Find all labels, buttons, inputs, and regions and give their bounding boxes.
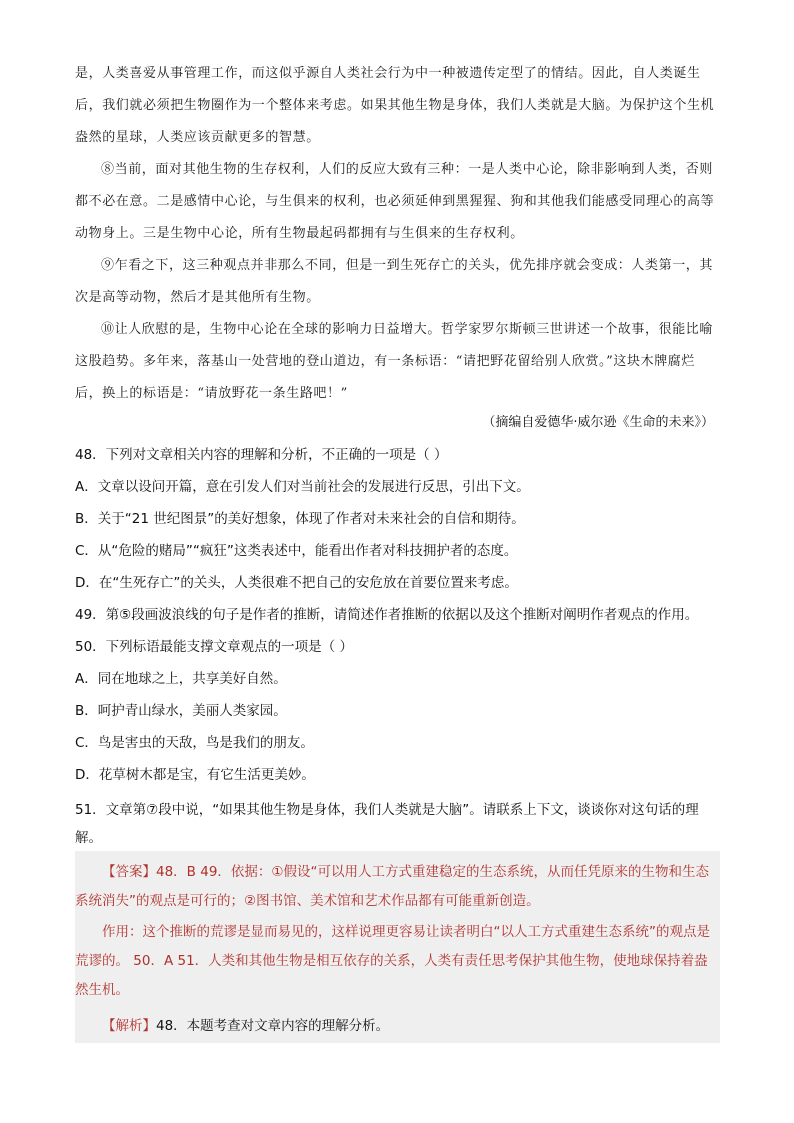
passage-paragraph-8: ⑧当前，面对其他生物的生存权利，人们的反应大致有三种：一是人类中心论，除非影响到人类，否则都不必在意。二是感情中心论，与生俱来的权利，也必须延伸到黑猩猩、狗和其他我们能感受同理心的高等动物身上。三是生物中心论，所有生物最起码都拥有与生俱来的生存权利。 xyxy=(75,162,715,241)
passage-paragraph-7-continued: 是，人类喜爱从事管理工作，而这似乎源自人类社会行为中一种被遗传定型了的情结。因此，自人类诞生后，我们就必须把生物圈作为一个整体来考虑。如果其他生物是身体，我们人类就是大脑。为保护这个生机盎然的星球，人类应该贡献更多的智慧。 xyxy=(75,66,715,145)
question-49: 49．第⑤段画波浪线的句子是作者的推断，请简述作者推断的依据以及这个推断对阐明作者观点的作用。 xyxy=(75,607,699,623)
answer-line-2: 作用：这个推断的荒谬是显而易见的，这样说理更容易让读者明白“以人工方式重建生态系统”的观点是荒谬的。 50．A 51．人类和其他生物是相互依存的关系，人类有责任思考保护其他生物，使地球保持着盎然生机。 xyxy=(75,924,710,998)
answer-line-1 xyxy=(75,858,720,916)
passage-paragraph-10: ⑩让人欣慰的是，生物中心论在全球的影响力日益增大。哲学家罗尔斯顿三世讲述一个故事，很能比喻这股趋势。多年来，落基山一处营地的登山道边，有一条标语：“请把野花留给别人欣赏。”这块木牌腐烂后，换上的标语是：“请放野花一条生路吧！” xyxy=(75,322,714,401)
analysis-line xyxy=(75,1015,720,1037)
question-50: 50．下列标语最能支撑文章观点的一项是（ ） xyxy=(75,639,353,655)
passage-source: （摘编自爱德华·威尔逊《生命的未来》） xyxy=(482,415,714,430)
analysis-tag: 【解析】 xyxy=(102,1018,156,1034)
question-51: 51．文章第⑦段中说，“如果其他生物是身体，我们人类就是大脑”。请联系上下文，谈谈你对这句话的理解。 xyxy=(75,802,699,846)
question-50-option-a: A．同在地球之上，共享美好自然。 xyxy=(75,671,287,687)
question-48-option-a: A．文章以设问开篇，意在引发人们对当前社会的发展进行反思，引出下文。 xyxy=(75,479,530,495)
question-48-option-b: B．关于“21 世纪图景”的美好想象，体现了作者对未来社会的自信和期待。 xyxy=(75,511,525,527)
analysis-text: 48．本题考查对文章内容的理解分析。 xyxy=(156,1018,390,1034)
passage-paragraph-9: ⑨乍看之下，这三种观点并非那么不同，但是一到生死存亡的关头，优先排序就会变成：人类第一，其次是高等动物，然后才是其他所有生物。 xyxy=(75,258,714,305)
question-50-option-d: D．花草树木都是宝，有它生活更美妙。 xyxy=(75,767,315,783)
answer-tag: 【答案】 xyxy=(102,864,156,880)
question-48-option-d: D．在“生死存亡”的关头，人类很难不把自己的安危放在首要位置来考虑。 xyxy=(75,575,518,591)
question-50-option-c: C．鸟是害虫的天敌，鸟是我们的朋友。 xyxy=(75,735,314,751)
question-50-option-b: B．呵护青山绿水，美丽人类家园。 xyxy=(75,703,287,719)
answer-text-1: 48．B 49．依据：①假设“可以用人工方式重建稳定的生态系统，从而任凭原来的生物和生态系统消失”的观点是可行的；②图书馆、美术馆和艺术作品都有可能重新创造。 xyxy=(75,864,710,909)
question-48-option-c: C．从“危险的赌局”“疯狂”这类表述中，能看出作者对科技拥护者的态度。 xyxy=(75,543,518,559)
question-48: 48．下列对文章相关内容的理解和分析，不正确的一项是（ ） xyxy=(75,447,448,463)
